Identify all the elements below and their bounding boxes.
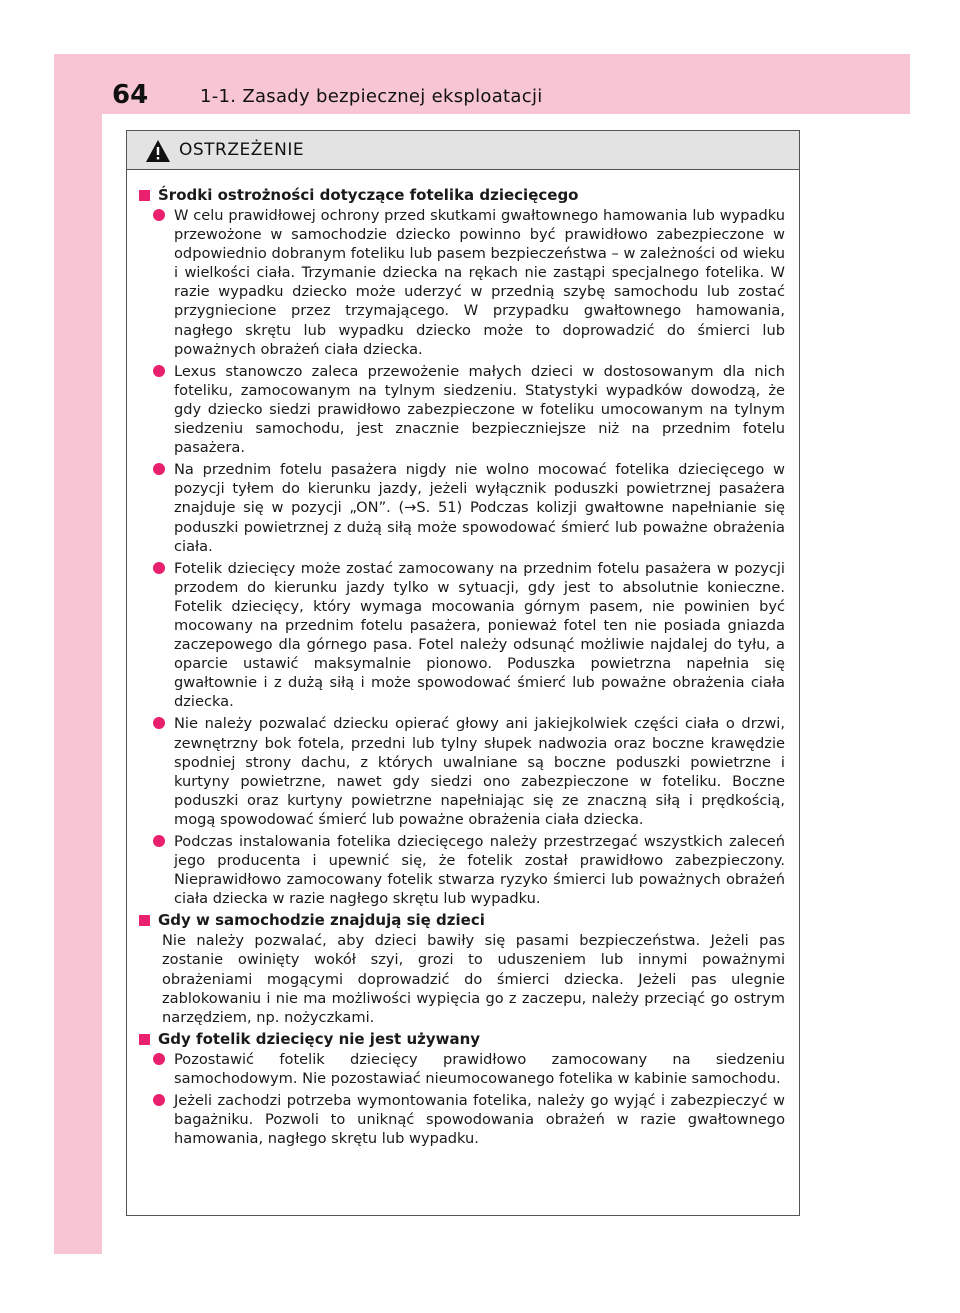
side-tab-strip bbox=[54, 54, 102, 1254]
circle-bullet-icon bbox=[153, 717, 165, 729]
section-title-row bbox=[139, 186, 785, 205]
list-item-text: Pozostawić fotelik dziecięcy prawidłowo zamocowany na siedzeniu samochodowym. Nie pozostawiać nieumocowanego fotelika w kabinie samochodu. bbox=[174, 1050, 785, 1087]
circle-bullet-icon bbox=[153, 835, 165, 847]
circle-bullet-icon bbox=[153, 463, 165, 475]
list-item bbox=[139, 362, 785, 457]
section-paragraph: Nie należy pozwalać, aby dzieci bawiły się pasami bezpieczeństwa. Jeżeli pas zostanie owinięty wokół szyi, grozi to uduszeniem lub innymi poważnymi obrażeniami mogącymi doprowadzić do śmierci dziecka. Jeżeli pas ulegnie zablokowaniu i nie ma możliwości wypięcia go z zaczepu, należy przeciąć go ostrym narzędziem, np. nożyczkami. bbox=[162, 932, 785, 1026]
warning-title: OSTRZEŻENIE bbox=[179, 140, 305, 160]
section-heading: Gdy w samochodzie znajdują się dzieci bbox=[158, 911, 485, 930]
circle-bullet-icon bbox=[153, 209, 165, 221]
list-item-text: Nie należy pozwalać dziecku opierać głowy ani jakiejkolwiek części ciała o drzwi, zewnętrzny bok fotela, przedni lub tylny słupek nadwozia oraz boczne krawędzie spodniej strony dachu, z których uwalniane są boczne poduszki powietrzne i kurtyny powietrzne, nawet gdy siedzi ono zabezpieczone w foteliku. Boczne poduszki oraz kurtyny powietrzne napełniając się ze znaczną siłą i prędkością, mogą spowodować śmierć lub poważne obrażenia ciała dziecka. bbox=[174, 715, 785, 828]
circle-bullet-icon bbox=[153, 562, 165, 574]
section-children-in-car bbox=[139, 911, 785, 1026]
list-item bbox=[139, 714, 785, 829]
list-item bbox=[139, 1050, 785, 1088]
list-item-text: Na przednim fotelu pasażera nigdy nie wolno mocować fotelika dziecięcego w pozycji tyłem do kierunku jazdy, jeżeli wyłącznik poduszki powietrznej pasażera znajduje się w pozycji „ON”. (→S. 51) Podczas kolizji gwałtowne napełnianie się poduszki powietrznej z dużą siłą może spowodować śmierć lub poważne obrażenia ciała. bbox=[174, 461, 785, 555]
list-item-text: Podczas instalowania fotelika dziecięcego należy przestrzegać wszystkich zaleceń jego producenta i upewnić się, że fotelik został prawidłowo zabezpieczony. Nieprawidłowo zamocowany fotelik stwarza ryzyko śmierci lub poważnych obrażeń ciała dziecka w razie nagłego skrętu lub wypadku. bbox=[174, 833, 785, 908]
warning-triangle-icon bbox=[145, 139, 171, 163]
section-heading: Gdy fotelik dziecięcy nie jest używany bbox=[158, 1029, 481, 1048]
page-number: 64 bbox=[112, 80, 149, 110]
list-item bbox=[139, 460, 785, 555]
list-item-text: W celu prawidłowej ochrony przed skutkami gwałtownego hamowania lub wypadku przewożone w samochodzie dziecko powinno być prawidłowo zabezpieczone w odpowiednio dobranym foteliku lub pasem bezpieczeństwa – w zależności od wieku i wielkości ciała. Trzymanie dziecka na rękach nie zastąpi specjalnego fotelika. W razie wypadku dziecko może uderzyć w przednią szybę samochodu lub zostać przygniecione przez trzymającego. W przypadku gwałtownego hamowania, nagłego skrętu lub wypadku dziecko może to doprowadzić do śmierci lub poważnych obrażeń ciała dziecka. bbox=[174, 207, 785, 358]
warning-box bbox=[126, 130, 800, 1216]
list-item-text: Fotelik dziecięcy może zostać zamocowany na przednim fotelu pasażera w pozycji przodem do kierunku jazdy tylko w sytuacji, gdy jest to absolutnie konieczne. Fotelik dziecięcy, który wymaga mocowania górnym pasem, nie powinien być mocowany na przednim fotelu pasażera, ponieważ fotel ten nie posiada gniazda zaczepowego dla górnego pasa. Fotel należy odsunąć możliwie najdalej do tyłu, a oparcie ustawić maksymalnie pionowo. Poduszka powietrzna napełnia się gwałtownie i z dużą siłą i może spowodować śmierć lub poważne obrażenia ciała dziecka. bbox=[174, 559, 785, 711]
list-item-text: Jeżeli zachodzi potrzeba wymontowania fotelika, należy go wyjąć i zabezpieczyć w bagażniku. Pozwoli to uniknąć spowodowania obrażeń w razie gwałtownego hamowania, nagłego skrętu lub wypadku. bbox=[174, 1092, 785, 1148]
square-bullet-icon bbox=[139, 915, 150, 926]
warning-header bbox=[127, 131, 799, 170]
section-title-row bbox=[139, 1030, 785, 1049]
list-item-text: Lexus stanowczo zaleca przewożenie małych dzieci w dostosowanym dla nich foteliku, zamocowanym na tylnym siedzeniu. Statystyki wypadków dowodzą, że gdy dziecko siedzi prawidłowo zabezpieczone w foteliku umocowanym na tylnym siedzeniu samochodu, jest znacznie bezpieczniejsze niż na przednim fotelu pasażera. bbox=[174, 362, 785, 457]
circle-bullet-icon bbox=[153, 365, 165, 377]
list-item bbox=[139, 559, 785, 712]
warning-body bbox=[127, 170, 799, 1148]
circle-bullet-icon bbox=[153, 1053, 165, 1065]
section-title-row bbox=[139, 911, 785, 930]
list-item bbox=[139, 832, 785, 908]
section-child-seat-precautions bbox=[139, 186, 785, 908]
list-item bbox=[139, 206, 785, 359]
section-title: 1-1. Zasady bezpiecznej eksploatacji bbox=[200, 86, 543, 107]
section-heading: Środki ostrożności dotyczące fotelika dziecięcego bbox=[158, 186, 579, 204]
list-item bbox=[139, 1091, 785, 1148]
section-seat-not-used bbox=[139, 1030, 785, 1148]
square-bullet-icon bbox=[139, 1034, 150, 1045]
circle-bullet-icon bbox=[153, 1094, 165, 1106]
square-bullet-icon bbox=[139, 190, 150, 201]
